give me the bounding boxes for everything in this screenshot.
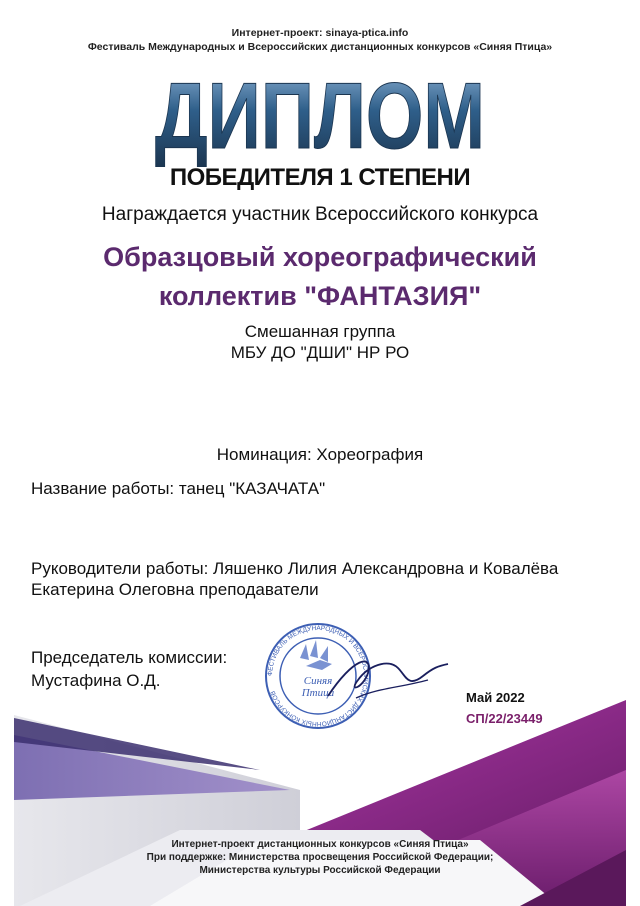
chairman-name: Мустафина О.Д. [31, 671, 161, 690]
stamp-seal [258, 618, 458, 738]
winner-name-line-1: Образцовый хореографический [103, 242, 537, 272]
awarded-label: Награждается участник Всероссийского конкурса [101, 204, 539, 225]
winner-name-line-2: коллектив "ФАНТАЗИЯ" [158, 281, 482, 311]
institution-label: МБУ ДО "ДШИ" НР РО [230, 343, 410, 362]
stamp-ring-text: ФЕСТИВАЛЬ МЕЖДУНАРОДНЫХ И ВСЕРОССИЙСКИХ ДИСТАНЦИОННЫХ КОНКУРСОВ [266, 624, 370, 728]
footer-line-3: Министерства культуры Российской Федерации [199, 865, 441, 876]
issue-date: Май 2022 [466, 690, 525, 705]
supervisors-line-2: Екатерина Олеговна преподаватели [31, 580, 319, 599]
work-title: Название работы: танец "КАЗАЧАТА" [31, 479, 326, 498]
signature [328, 661, 448, 696]
header-line-1: Интернет-проект: sinaya-ptica.info [231, 27, 409, 39]
nomination-label: Номинация: Хореография [216, 445, 424, 464]
header-line-2: Фестиваль Международных и Всероссийских дистанционных конкурсов «Синяя Птица» [87, 41, 553, 53]
diploma-title [150, 63, 490, 168]
diploma-title-text: ДИПЛОМ [155, 63, 485, 168]
group-label: Смешанная группа [244, 322, 396, 341]
supervisors-line-1: Руководители работы: Ляшенко Лилия Александровна и Ковалёва [31, 559, 559, 578]
footer-line-1: Интернет-проект дистанционных конкурсов «Синяя Птица» [171, 839, 469, 850]
diploma-number: СП/22/23449 [466, 711, 543, 726]
stamp-center-line-1: Синяя [303, 675, 333, 687]
degree-label: ПОБЕДИТЕЛЯ 1 СТЕПЕНИ [169, 164, 471, 191]
stamp-center-line-2: Птица [301, 687, 335, 699]
footer-line-2: При поддержке: Министерства просвещения Российской Федерации; [146, 852, 494, 863]
chairman-label: Председатель комиссии: [31, 648, 228, 667]
